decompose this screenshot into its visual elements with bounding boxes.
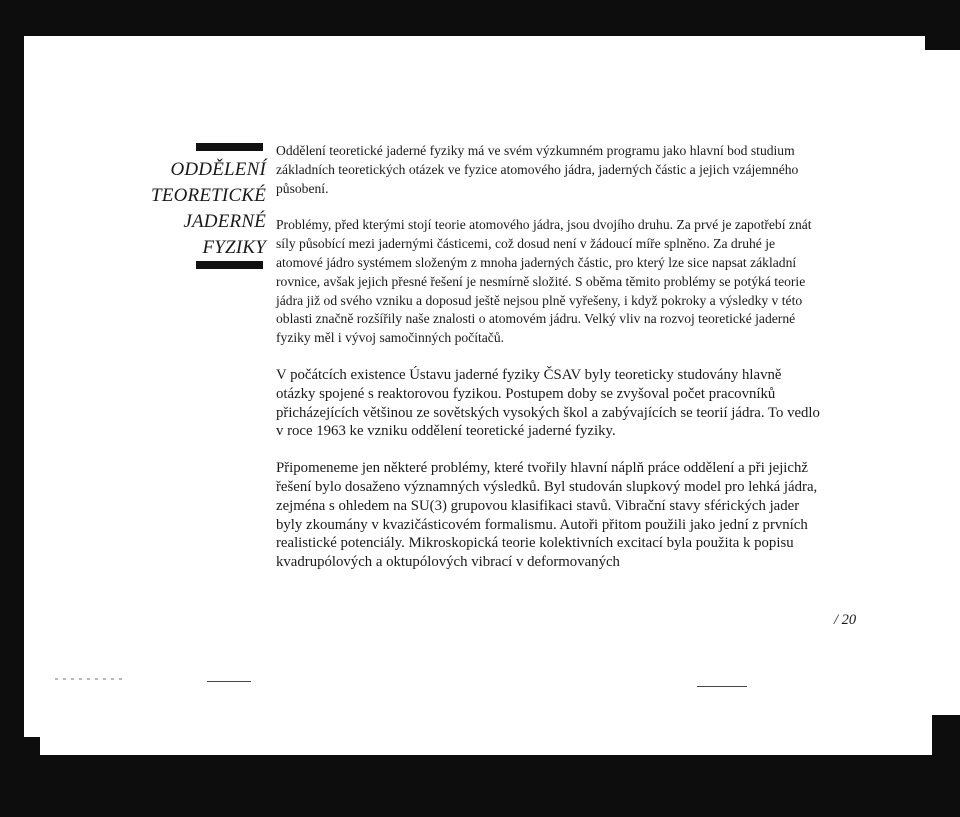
section-title-line: JADERNÉ (183, 211, 266, 232)
scan-specks (55, 678, 125, 680)
paragraph: Připomeneme jen některé problémy, které tvořily hlavní náplň práce oddělení a při jejichž řešení bylo dosaženo významných výsledků. Byl studován slupkový model pro lehká jádra, zejména s ohledem na SU(3) grupovou klasifikaci stavů. Vibrační stavy sférických jader byly zkoumány v kvazičásticovém formalismu. Autoři přitom použili jako jední z prvních realistické potenciály. Mikroskopická teorie kolektivních excitací byla použita k popisu kvadrupólových a oktupólových vibrací v deformovaných (276, 460, 818, 571)
scan-border-right (932, 715, 960, 817)
scan-border-left (0, 0, 24, 817)
section-title-line: FYZIKY (202, 237, 266, 258)
margin-stroke (207, 681, 251, 682)
paragraph: Problémy, před kterými stojí teorie atomového jádra, jsou dvojího druhu. Za prvé je zapotřebí znát síly působící mezi jadernými částicemi, což dosud není v žádoucí míře splněno. Za druhé je atomové jádro systémem složeným z mnoha jaderných částic, pro který lze sice napsat základní rovnice, avšak jejich přesné řešení je nesmírně složité. S oběma těmito problémy se potýká teorie jádra již od svého vzniku a doposud ještě nejsou plně vyřešeny, i když pokroky a výsledky v této oblasti značně rozšířily naše znalosti o atomovém jádru. Velký vliv na rozvoj teoretické jaderné fyziky měl i vývoj samočinných počítačů. (276, 217, 812, 346)
scan-border-top (0, 0, 960, 36)
section-title-line: ODDĚLENÍ (170, 159, 266, 180)
paragraph: V počátcích existence Ústavu jaderné fyziky ČSAV byly teoreticky studovány hlavně otázky spojené s reaktorovou fyzikou. Postupem doby se zvyšoval počet pracovníků přicházejících většinou ze sovětských vysokých škol a zabývajících se teorií jádra. To vedlo v roce 1963 ke vzniku oddělení teoretické jaderné fyziky. (276, 366, 820, 440)
scan-border-bottom (0, 755, 960, 817)
margin-stroke (697, 686, 747, 687)
paragraph: Oddělení teoretické jaderné fyziky má ve svém výzkumném programu jako hlavní bod studium základních teoretických otázek ve fyzice atomového jádra, jaderných částic a jejich vzájemného působení. (276, 143, 799, 196)
title-rule-bottom (196, 261, 263, 269)
title-rule-top (196, 143, 263, 151)
body-text (276, 142, 821, 590)
scan-border-bottom-step (0, 737, 40, 767)
scan-border-top-notch (925, 10, 960, 50)
section-title (120, 157, 266, 261)
section-title-line: TEORETICKÉ (151, 185, 266, 206)
page-number: / 20 (834, 612, 857, 628)
